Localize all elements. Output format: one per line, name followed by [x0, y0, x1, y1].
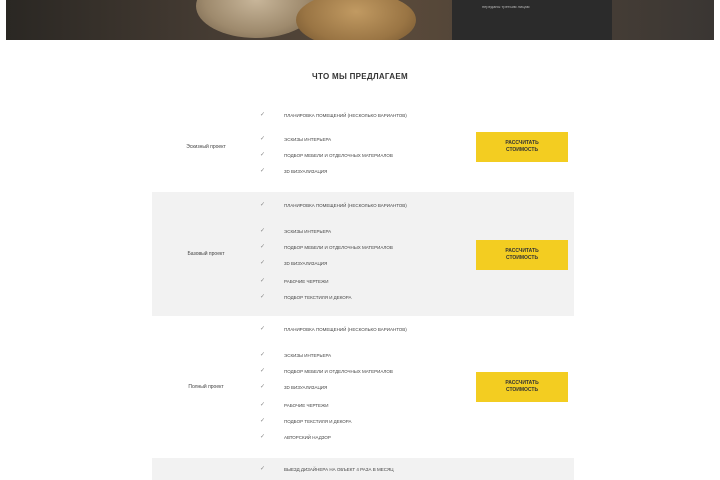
section-title: ЧТО МЫ ПРЕДЛАГАЕМ: [312, 72, 408, 81]
hero-banner: [6, 0, 714, 40]
feature-text: ПОДБОР ТЕКСТИЛЯ И ДЕКОРА: [284, 419, 352, 424]
check-icon: ✓: [260, 168, 266, 174]
plan-economy: [152, 104, 574, 190]
check-icon: ✓: [260, 112, 266, 118]
feature-text: ПОДБОР МЕБЕЛИ И ОТДЕЛОЧНЫХ МАТЕРИАЛОВ: [284, 245, 393, 250]
feature-text: ПЛАНИРОВКА ПОМЕЩЕНИЙ (НЕСКОЛЬКО ВАРИАНТОВ): [284, 113, 407, 118]
check-icon: ✓: [260, 402, 266, 408]
calculate-cost-label: РАССЧИТАТЬ СТОИМОСТЬ: [505, 248, 539, 261]
calculate-cost-label: РАССЧИТАТЬ СТОИМОСТЬ: [505, 380, 539, 393]
feature-text: ПЛАНИРОВКА ПОМЕЩЕНИЙ (НЕСКОЛЬКО ВАРИАНТОВ): [284, 327, 407, 332]
feature-text: ВЫЕЗД ДИЗАЙНЕРА НА ОБЪЕКТ 4 РАЗА В МЕСЯЦ: [284, 467, 394, 472]
plan-basic: [152, 192, 574, 316]
calculate-cost-label: РАССЧИТАТЬ СТОИМОСТЬ: [505, 140, 539, 153]
feature-text: АВТОРСКИЙ НАДЗОР: [284, 435, 331, 440]
check-icon: ✓: [260, 260, 266, 266]
check-icon: ✓: [260, 152, 266, 158]
calculate-cost-button[interactable]: [476, 132, 568, 162]
check-icon: ✓: [260, 244, 266, 250]
calculate-cost-button[interactable]: [476, 240, 568, 270]
feature-text: ЭСКИЗЫ ИНТЕРЬЕРА: [284, 353, 332, 358]
check-icon: ✓: [260, 368, 266, 374]
hero-pouf-image: [296, 0, 416, 40]
check-icon: ✓: [260, 418, 266, 424]
check-icon: ✓: [260, 434, 266, 440]
feature-text: ПОДБОР МЕБЕЛИ И ОТДЕЛОЧНЫХ МАТЕРИАЛОВ: [284, 153, 393, 158]
feature-text: РАБОЧИЕ ЧЕРТЕЖИ: [284, 279, 329, 284]
feature-text: ПЛАНИРОВКА ПОМЕЩЕНИЙ (НЕСКОЛЬКО ВАРИАНТОВ): [284, 203, 407, 208]
check-icon: ✓: [260, 278, 266, 284]
feature-text: 3D ВИЗУАЛИЗАЦИЯ: [284, 385, 328, 390]
plan-name: Полный проект: [188, 384, 224, 390]
feature-text: ПОДБОР МЕБЕЛИ И ОТДЕЛОЧНЫХ МАТЕРИАЛОВ: [284, 369, 393, 374]
feature-text: ЭСКИЗЫ ИНТЕРЬЕРА: [284, 229, 332, 234]
check-icon: ✓: [260, 202, 266, 208]
plan-full: [152, 318, 574, 454]
plan-name: Базовый проект: [187, 251, 225, 257]
check-icon: ✓: [260, 384, 266, 390]
check-icon: ✓: [260, 352, 266, 358]
calculate-cost-button[interactable]: [476, 372, 568, 402]
check-icon: ✓: [260, 136, 266, 142]
plan-premium: [152, 458, 574, 480]
check-icon: ✓: [260, 228, 266, 234]
feature-text: РАБОЧИЕ ЧЕРТЕЖИ: [284, 403, 329, 408]
feature-text: 3D ВИЗУАЛИЗАЦИЯ: [284, 169, 328, 174]
feature-text: ПОДБОР ТЕКСТИЛЯ И ДЕКОРА: [284, 295, 352, 300]
check-icon: ✓: [260, 294, 266, 300]
feature-text: ЭСКИЗЫ ИНТЕРЬЕРА: [284, 137, 332, 142]
check-icon: ✓: [260, 466, 266, 472]
plan-name: Эскизный проект: [186, 144, 226, 150]
hero-panel-text: переданы третьим лицам: [482, 4, 530, 9]
check-icon: ✓: [260, 326, 266, 332]
feature-text: 3D ВИЗУАЛИЗАЦИЯ: [284, 261, 328, 266]
